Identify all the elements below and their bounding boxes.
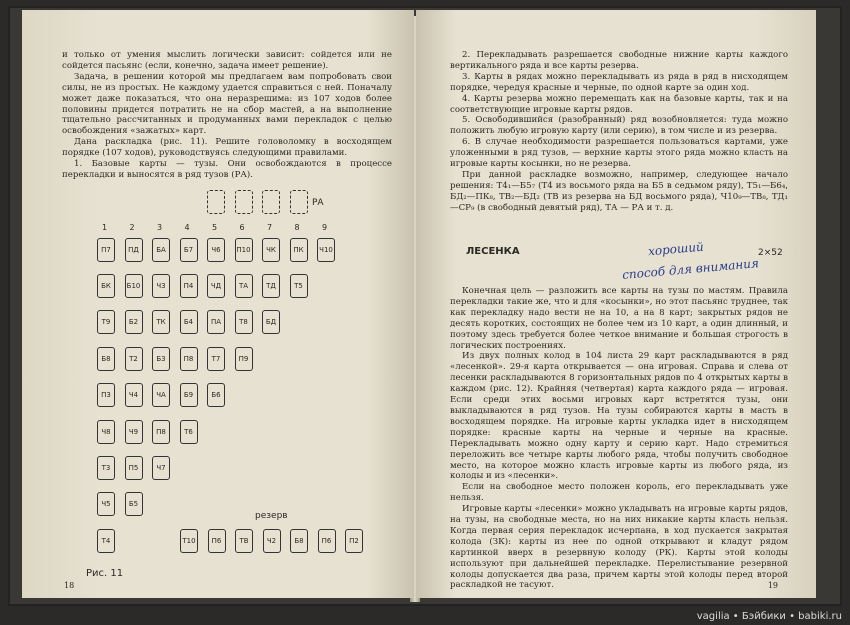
card: Т3 [97,456,115,480]
reserve-card: Т10 [180,529,198,553]
paragraph: Если на свободное место положен король, его перекладывать уже нельзя. [450,482,788,504]
column-number: 6 [239,223,245,232]
reserve-card: П6 [318,529,336,553]
ace-slot [290,190,308,214]
lesenka-text [450,286,788,591]
card: Т4 [97,529,115,553]
card: Ч4 [125,383,143,407]
figure-ra-label: РА [312,198,324,208]
column-number: 2 [129,223,135,232]
card: Б7 [180,238,198,262]
card: БА [152,238,170,262]
card: ПК [290,238,308,262]
card: П3 [97,383,115,407]
card: Т6 [180,420,198,444]
left-page [22,10,414,598]
rules-text [450,50,788,214]
card: ТА [235,274,253,298]
card: ЧД [207,274,225,298]
card: Ч3 [152,274,170,298]
left-intro-text [62,50,392,181]
card: Т5 [290,274,308,298]
watermark: vagilia • Бэйбики • babiki.ru [696,611,842,622]
rule: При данной раскладке возможно, например, следующее начало решения: Т4₁—Б5₇ (Т4 из восьмого ряда на Б5 в седьмом ряду), Т5₁—Б6₄, БД₂—ПК₈, ТВ₂—БД₂ (ТВ из резерва на БД восьмого ряда), Ч10₉—ТВ₈, ТД₁—СР₉ (в свободный девятый ряд), ТА — РА и т. д. [450,169,788,213]
card: П5 [125,456,143,480]
card: Б8 [97,347,115,371]
card: ТК [152,310,170,334]
paragraph: Из двух полных колод в 104 листа 29 карт раскладываются в ряд «лесенкой». 29-я карта открывается — она игровая. Справа и слева от лесенки раскладываются 8 горизонтальных рядов по 4 открытых карты в каждом (рис. 12). Крайняя (четвертая) карта каждого ряда — игровая. Если среди этих восьми игровых карт встретятся тузы, они выкладываются в ряд тузов. На тузы собираются карты в масть в восходящем порядке. На игровые карты укладка идет в нисходящем порядке: красные карты на черные и черные на красные. Перекладывать можно одну карту и серию карт. Надо стремиться переложить все четыре карты любого ряда, чтобы получить свободное место, на которое можно класть игровые карты из любого ряда, из колоды и из «лесенки». [450,351,788,482]
paragraph: Игровые карты «лесенки» можно укладывать на игровые карты рядов, на тузы, на свободные места, но на них никакие карты класть нельзя. Когда первая серия перекладок исчерпана, в ход пускается закрытая колода (ЗК): карты из нее по одной открывают и кладут рядом картинкой вверх в резервную колоду (РК). Карты этой колоды используют при дальнейшей перекладке. Перелистывание резервной колоды допускается два раза, причем карты этой колоды перед второй раскладкой не тасуют. [450,504,788,591]
reserve-card: П6 [208,529,226,553]
column-number: 9 [322,223,328,232]
card: Б9 [180,383,198,407]
column-number: 8 [294,223,300,232]
paragraph: Конечная цель — разложить все карты на тузы по мастям. Правила перекладки такие же, что и для «косынки», но этот пасьянс труднее, так как перекладку надо вести не на 10, а на 8 карт; закрытых рядов не десять коротких, состоящих не более чем из 10 карт, а один длинный, и поэтому здесь требуется более четкое внимание и большая строгость в логических построениях. [450,286,788,351]
handwritten-note-2: способ для внимания [621,256,760,282]
ace-slot [207,190,225,214]
card: ТД [262,274,280,298]
handwritten-note-1: хороший [647,239,705,259]
page-number-right: 19 [767,581,778,590]
card: П10 [235,238,253,262]
rule: 3. Карты в рядах можно перекладывать из ряда в ряд в нисходящем порядке, чередуя красные и черные, по одной карте за один ход. [450,71,788,93]
card: П8 [152,420,170,444]
card: Ч10 [317,238,335,262]
reserve-card: Ч2 [263,529,281,553]
reserve-card: П2 [345,529,363,553]
section-mark: 2×52 [758,248,783,258]
card: Ч7 [152,456,170,480]
card: П8 [180,347,198,371]
reserve-card: Б8 [290,529,308,553]
column-number: 1 [102,223,108,232]
section-title: ЛЕСЕНКА [466,246,520,257]
card: Т8 [235,310,253,334]
card: ПА [207,310,225,334]
card: Ч5 [97,492,115,516]
card: Ч9 [125,420,143,444]
card: Б10 [125,274,143,298]
figure-reserve-label: резерв [255,511,288,521]
paragraph: и только от умения мыслить логически зависит: сойдется или не сойдется пасьянс (если, конечно, задача имеет решение). [62,50,392,71]
column-number: 4 [184,223,190,232]
rule: 4. Карты резерва можно перемещать как на базовые карты, так и на соответствующие игровые карты рядов. [450,93,788,115]
right-page [416,10,816,598]
card: П4 [180,274,198,298]
card: БД [262,310,280,334]
card: БК [97,274,115,298]
card: П7 [97,238,115,262]
column-number: 7 [267,223,273,232]
rule: 6. В случае необходимости разрешается пользоваться картами, уже уложенными в ряд тузов, — верхние карты этого ряда можно класть на игровые карты косынки, но не резерва. [450,137,788,170]
column-number: 5 [212,223,218,232]
rule: 5. Освободившийся (разобранный) ряд возобновляется: туда можно положить любую игровую карту (или серию), в том числе и из резерва. [450,115,788,137]
ace-slot [235,190,253,214]
card: Ч8 [97,420,115,444]
card: ПД [125,238,143,262]
card: Б2 [125,310,143,334]
column-number: 3 [157,223,163,232]
card: Б3 [152,347,170,371]
card: Т2 [125,347,143,371]
card: ЧА [152,383,170,407]
card: Б4 [180,310,198,334]
card: Т9 [97,310,115,334]
card: Ч6 [207,238,225,262]
card: ЧК [262,238,280,262]
rule: 2. Перекладывать разрешается свободные нижние карты каждого вертикального ряда и все карты резерва. [450,50,788,71]
page-number-left: 18 [64,581,75,590]
card: Т7 [207,347,225,371]
card: Б6 [207,383,225,407]
card: Б5 [125,492,143,516]
figure-caption: Рис. 11 [86,568,124,579]
paragraph: 1. Базовые карты — тузы. Они освобождаются в процессе перекладки и выносятся в ряд тузов (РА). [62,159,392,180]
card: П9 [235,347,253,371]
paragraph: Задача, в решении которой мы предлагаем вам попробовать свои силы, не из простых. Не каждому удается справиться с ней. Поначалу может даже показаться, что она неразрешима: из 107 ходов более половины придется потратить не на сбор мастей, а на выполнение тщательно рассчитанных и продуманных вами перекладок с целью освобождения «зажатых» карт. [62,71,392,137]
ace-slot [262,190,280,214]
reserve-card: ТВ [235,529,253,553]
paragraph: Дана раскладка (рис. 11). Решите головоломку в восходящем порядке (107 ходов), руководствуясь следующими правилами. [62,137,392,159]
